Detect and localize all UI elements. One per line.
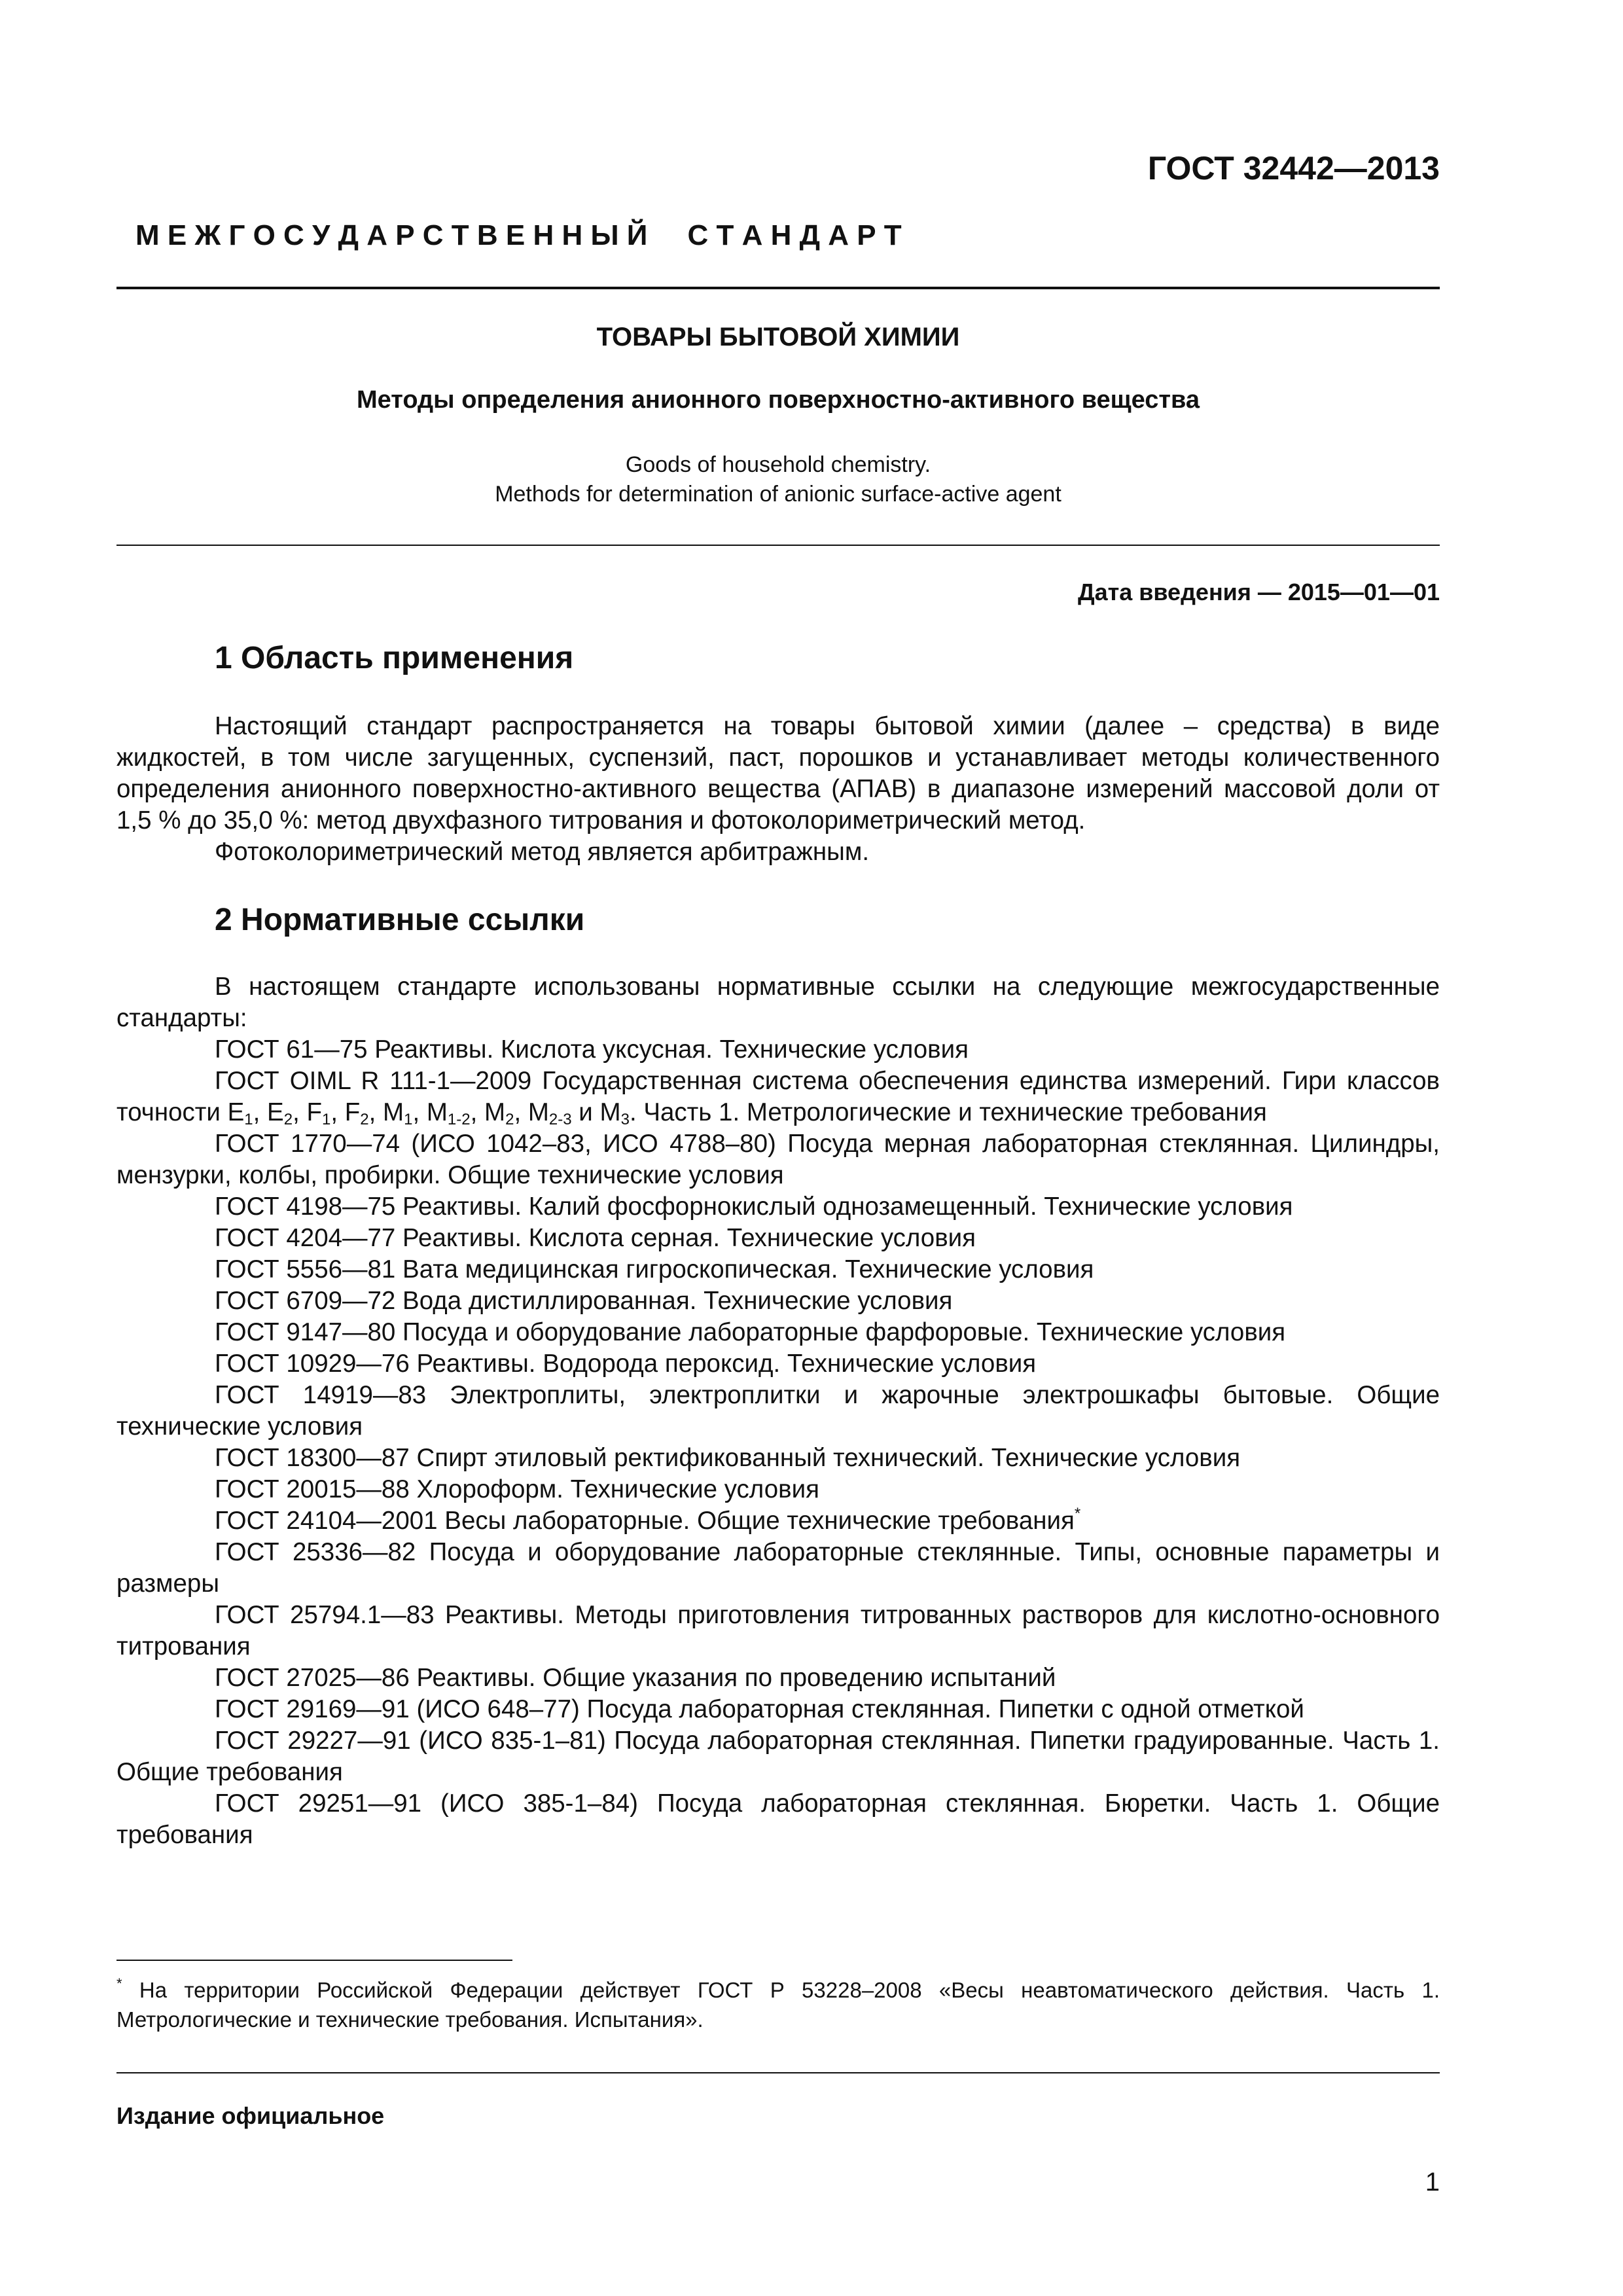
title-rule (116, 545, 1440, 546)
gost-number: ГОСТ 32442—2013 (1147, 150, 1440, 187)
section-1-heading: 1 Область применения (215, 641, 574, 675)
reference-item: ГОСТ 14919—83 Электроплиты, электроплитки и жарочные электрошкафы бытовые. Общие технические условия (116, 1381, 1440, 1441)
section-2-heading: 2 Нормативные ссылки (215, 903, 585, 937)
header-rule (116, 287, 1440, 289)
reference-item: ГОСТ 29227—91 (ИСО 835-1–81) Посуда лабораторная стеклянная. Пипетки градуированные. Часть 1. Общие требования (116, 1727, 1440, 1786)
section-2-body (116, 971, 1440, 1851)
document-subtitle: Методы определения анионного поверхностно-активного вещества (356, 386, 1200, 414)
reference-item: ГОСТ 10929—76 Реактивы. Водорода пероксид. Технические условия (215, 1350, 1037, 1378)
footnote-separator (116, 1960, 512, 1961)
reference-item: ГОСТ 27025—86 Реактивы. Общие указания по проведению испытаний (215, 1664, 1056, 1692)
reference-item: ГОСТ 4198—75 Реактивы. Калий фосфорнокислый однозамещенный. Технические условия (215, 1193, 1293, 1221)
reference-item: ГОСТ 18300—87 Спирт этиловый ректификованный технический. Технические условия (215, 1444, 1241, 1472)
footnote-text: На территории Российской Федерации действует ГОСТ Р 53228–2008 «Весы неавтоматического действия. Часть 1. Метрологические и технические требования. Испытания». (116, 1978, 1440, 2032)
footnote (116, 1975, 1440, 2034)
page-number: 1 (1425, 2168, 1440, 2197)
reference-item: ГОСТ 5556—81 Вата медицинская гигроскопическая. Технические условия (215, 1255, 1094, 1283)
footnote-mark: * (116, 1975, 122, 1992)
section-1-paragraph: Настоящий стандарт распространяется на товары бытовой химии (далее – средства) в виде жидкостей, в том числе загущенных, суспензий, паст, порошков и устанавливает методы количественного определения анионного поверхностно-активного вещества (АПАВ) в диапазоне измерений массовой доли от 1,5 % до 35,0 %: метод двухфазного титрования и фотоколориметрический метод. (116, 712, 1440, 834)
reference-item: ГОСТ 20015—88 Хлороформ. Технические условия (215, 1475, 819, 1503)
official-edition-label: Издание официальное (116, 2102, 385, 2129)
section-1-body (116, 711, 1440, 868)
reference-item: ГОСТ 4204—77 Реактивы. Кислота серная. Технические условия (215, 1224, 976, 1252)
reference-item: ГОСТ 24104—2001 Весы лабораторные. Общие технические требования* (215, 1505, 1081, 1535)
reference-item: ГОСТ 61—75 Реактивы. Кислота уксусная. Технические условия (215, 1035, 969, 1064)
reference-item: ГОСТ 25794.1—83 Реактивы. Методы приготовления титрованных растворов для кислотно-основного титрования (116, 1601, 1440, 1660)
reference-item: ГОСТ 25336—82 Посуда и оборудование лабораторные стеклянные. Типы, основные параметры и размеры (116, 1538, 1440, 1598)
reference-item: ГОСТ 6709—72 Вода дистиллированная. Технические условия (215, 1287, 953, 1315)
footnote-reference-mark: * (1074, 1505, 1081, 1522)
document-title: ТОВАРЫ БЫТОВОЙ ХИМИИ (596, 323, 960, 351)
footer-rule (116, 2072, 1440, 2073)
english-title-line-2: Methods for determination of anionic surface-active agent (495, 482, 1061, 507)
section-2-intro: В настоящем стандарте использованы нормативные ссылки на следующие межгосударственные стандарты: (116, 973, 1440, 1032)
section-1-paragraph: Фотоколориметрический метод является арбитражным. (215, 838, 870, 866)
reference-item: ГОСТ 9147—80 Посуда и оборудование лабораторные фарфоровые. Технические условия (215, 1318, 1286, 1346)
english-title-line-1: Goods of household chemistry. (625, 452, 931, 477)
reference-item: ГОСТ 29251—91 (ИСО 385-1–84) Посуда лабораторная стеклянная. Бюретки. Часть 1. Общие требования (116, 1789, 1440, 1849)
reference-item-oiml: ГОСТ OIML R 111-1—2009 Государственная система обеспечения единства измерений. Гири классов точности $E_1$, $E_2$, $F_1$, $F_2$, $M_1$, $M_{1-2}$, $M_2$, $M_{2-3}$ и $M_3$. Часть 1. Метрологические и технические требования (116, 1067, 1440, 1128)
reference-item: ГОСТ 1770—74 (ИСО 1042–83, ИСО 4788–80) Посуда мерная лабораторная стеклянная. Цилиндры, мензурки, колбы, пробирки. Общие технические условия (116, 1130, 1440, 1189)
english-title (116, 450, 1440, 509)
introduction-date: Дата введения — 2015—01—01 (1077, 579, 1440, 605)
reference-item: ГОСТ 29169—91 (ИСО 648–77) Посуда лабораторная стеклянная. Пипетки с одной отметкой (215, 1695, 1304, 1723)
standard-type-line: М Е Ж Г О С У Д А Р С Т В Е Н Н Ы Й С Т А Н Д А Р Т (135, 219, 902, 251)
